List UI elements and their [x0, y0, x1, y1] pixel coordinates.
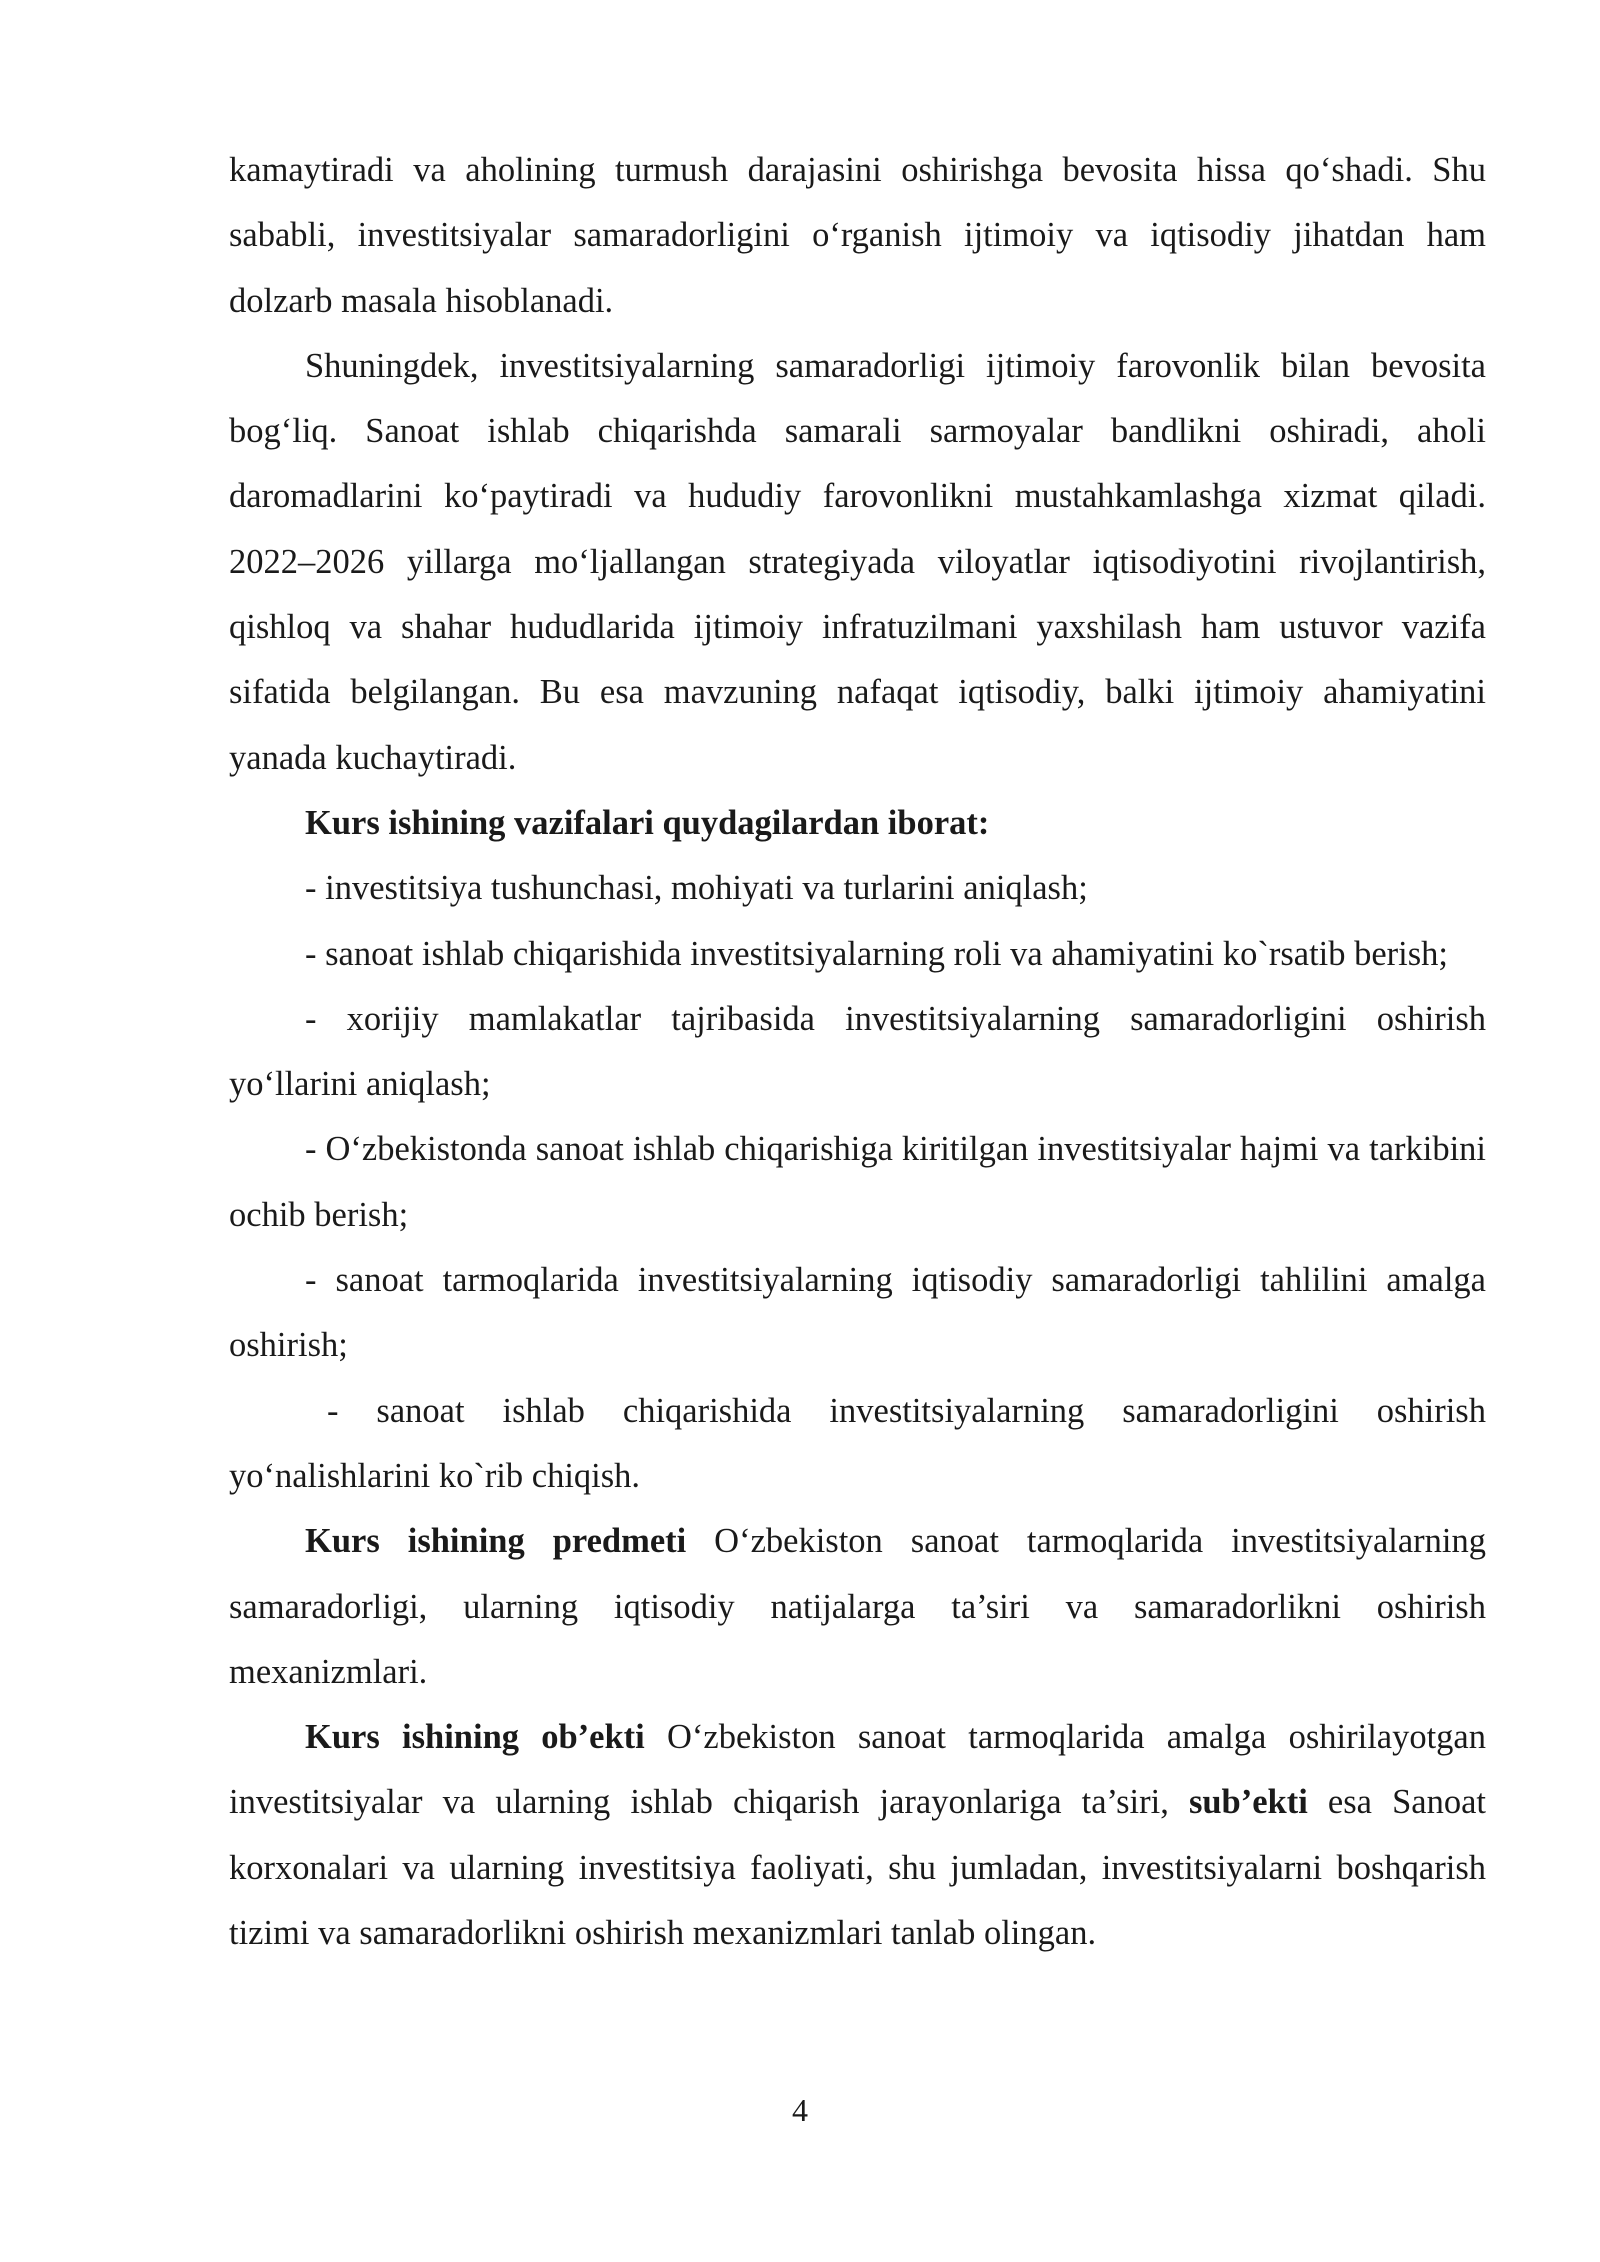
object-label: Kurs ishining ob’ekti	[305, 1718, 645, 1757]
subjekt-text: esa Sanoat korxonalari va ularning investitsiya faoliyati, shu jumladan, investitsiyalarni boshqarish tizimi va samaradorlikni oshirish mexanizmlari tanlab olingan.	[229, 1783, 1486, 1953]
subject-label: Kurs ishining predmeti	[305, 1522, 687, 1561]
paragraph-social-welfare: Shuningdek, investitsiyalarning samaradorligi ijtimoiy farovonlik bilan bevosita bog‘liq. Sanoat ishlab chiqarishda samarali sarmoyalar bandlikni oshiradi, aholi daromadlarini ko‘paytiradi va hududiy farovonlikni mustahkamlashga xizmat qiladi. 2022–2026 yillarga mo‘ljallangan strategiyada viloyatlar iqtisodiyotini rivojlantirish, qishloq va shahar hududlarida ijtimoiy infratuzilmani yaxshilash ham ustuvor vazifa sifatida belgilangan. Bu esa mavzuning nafaqat iqtisodiy, balki ijtimoiy ahamiyatini yanada kuchaytiradi.	[229, 346, 1486, 777]
task-item-5: - sanoat tarmoqlarida investitsiyalarning iqtisodiy samaradorligi tahlilini amalga oshirish;	[229, 1261, 1486, 1365]
paragraph-subject	[229, 1509, 1486, 1705]
subject-text: O‘zbekiston sanoat tarmoqlarida investitsiyalarning samaradorligi, ularning iqtisodiy natijalarga ta’siri va samaradorlikni oshirish mexanizmlari.	[229, 1522, 1486, 1691]
task-item-6: - sanoat ishlab chiqarishida investitsiyalarning samaradorligini oshirish yo‘nalishlarini ko`rib chiqish.	[229, 1391, 1486, 1495]
tasks-heading: Kurs ishining vazifalari quydagilardan iborat:	[305, 803, 990, 842]
task-item-1: - investitsiya tushunchasi, mohiyati va turlarini aniqlash;	[305, 869, 1088, 908]
subjekt-label: sub’ekti	[1188, 1783, 1308, 1822]
object-text: O‘zbekiston sanoat tarmoqlarida amalga oshirilayotgan investitsiyalar va ularning ishlab chiqarish jarayonlariga ta’siri,	[229, 1718, 1486, 1822]
task-item-4: - O‘zbekistonda sanoat ishlab chiqarishiga kiritilgan investitsiyalar hajmi va tarkibini ochib berish;	[229, 1130, 1486, 1234]
page-number: 4	[792, 2092, 808, 2128]
task-item-2: - sanoat ishlab chiqarishida investitsiyalarning roli va ahamiyatini ko`rsatib berish;	[305, 934, 1449, 973]
document-page	[229, 138, 1486, 1966]
task-item-3: - xorijiy mamlakatlar tajribasida investitsiyalarning samaradorligini oshirish yo‘llarini aniqlash;	[229, 999, 1486, 1104]
paragraph-object	[229, 1705, 1486, 1966]
paragraph-intro-continuation: kamaytiradi va aholining turmush darajasini oshirishga bevosita hissa qo‘shadi. Shu sababli, investitsiyalar samaradorligini o‘rganish ijtimoiy va iqtisodiy jihatdan ham dolzarb masala hisoblanadi.	[229, 151, 1486, 320]
